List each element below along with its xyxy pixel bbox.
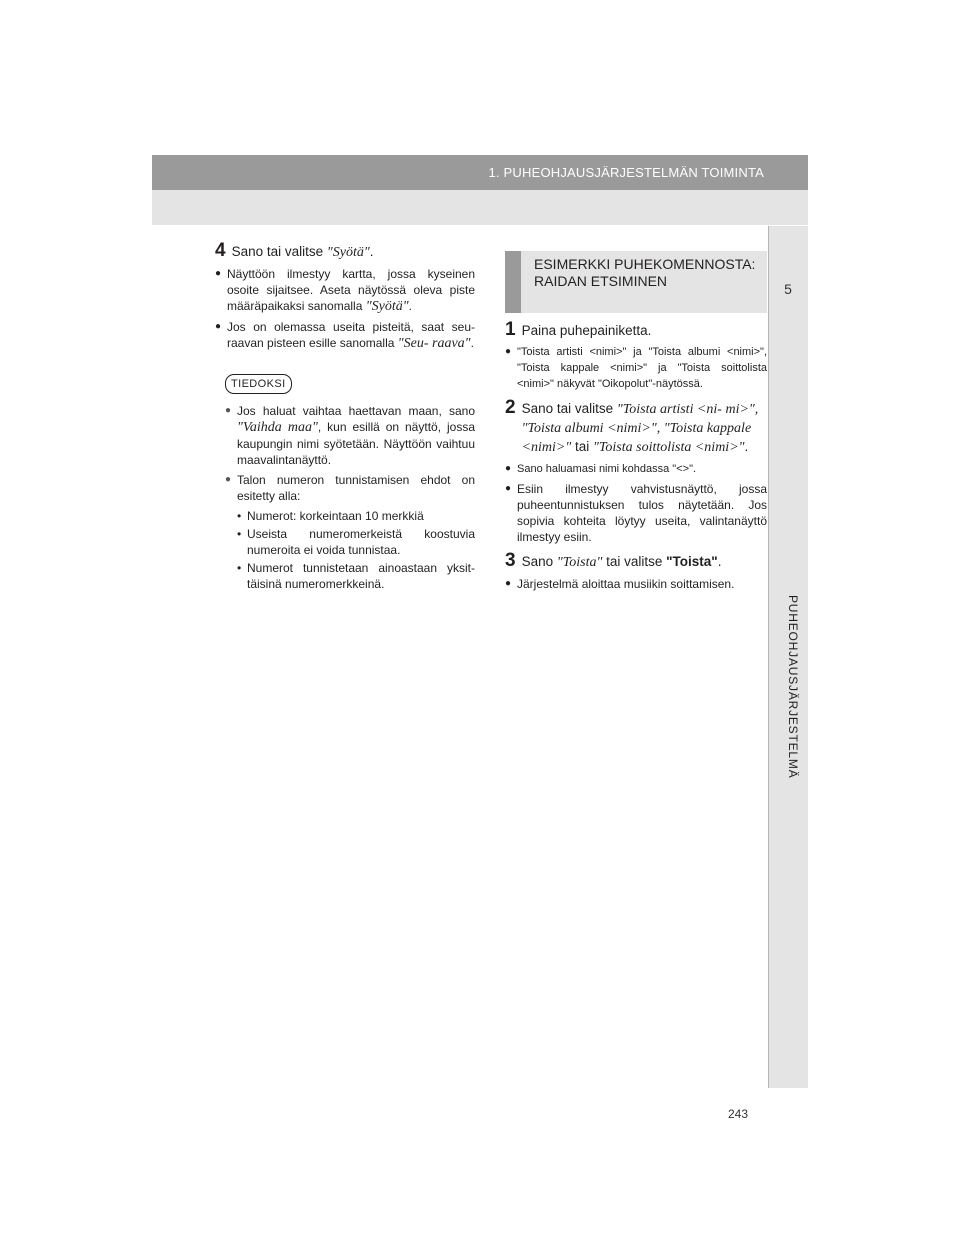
list-item: ● "Toista artisti <nimi>" ja "Toista albumi <nimi>", "Toista kappale <nimi>" ja "Toista soittolista <nimi>" näkyvät "Oikopolut"-näytössä. — [505, 346, 767, 390]
step-2: 2 Sano tai valitse "Toista artisti <ni- mi>", "Toista albumi <nimi>", "Toista kappale <nimi>" tai "Toista soittolista <nimi>". — [505, 397, 759, 455]
screen-button-label: "Toista" — [666, 554, 718, 569]
bullet-icon: ● — [505, 463, 512, 474]
bullet-icon: ● — [225, 474, 232, 485]
heading-accent-bar — [505, 251, 521, 313]
sub-item: • Numerot: korkeintaan 10 merkkiä — [237, 509, 424, 523]
example-heading: ESIMERKKI PUHEKOMENNOSTA: RAIDAN ETSIMINEN — [534, 256, 756, 289]
step-number: 3 — [505, 550, 516, 571]
step-1: 1 Paina puhepainiketta. — [505, 319, 652, 340]
right-column — [505, 319, 767, 596]
bullet-icon: ● — [215, 321, 222, 332]
bullet-icon: ● — [215, 268, 222, 279]
note-tag: TIEDOKSI — [225, 374, 292, 394]
left-column — [215, 240, 475, 594]
header-subbar — [152, 190, 808, 225]
example-heading-box — [505, 251, 767, 313]
voice-command: "Toista artisti <ni- mi>", "Toista albumi <nimi>", "Toista kappale <nimi>" — [521, 402, 759, 455]
list-item: ● Talon numeron tunnistamisen ehdot on esitetty alla: — [225, 473, 475, 503]
list-item: ● Jos on olemassa useita pisteitä, saat seu- raavan pisteen esille sanomalla "Seu- raava". — [215, 320, 475, 351]
voice-command: "Vaihda maa" — [237, 420, 318, 435]
page-number: 243 — [728, 1107, 749, 1121]
list-item: ● Järjestelmä aloittaa musiikin soittamisen. — [505, 577, 735, 591]
note-block — [215, 403, 475, 592]
list-item: ● Jos haluat vaihtaa haettavan maan, sano "Vaihda maa", kun esillä on näyttö, jossa kaupungin nimi syötetään. Näyttöön vaihtuu maavalintanäyttö. — [225, 404, 475, 467]
header-bar — [152, 155, 808, 190]
sub-item: • Useista numeromerkeistä koostuvia numeroita ei voida tunnistaa. — [237, 527, 475, 557]
chapter-number: 5 — [784, 281, 792, 297]
bullet-icon: ● — [225, 405, 232, 416]
list-item: ● Esiin ilmestyy vahvistusnäyttö, jossa puheentunnistuksen tulos näytetään. Jos sopivia kohteita löytyy useita, valintanäyttö ilmestyy esiin. — [505, 482, 767, 544]
list-item: ● Näyttöön ilmestyy kartta, jossa kyseinen osoite sijaitsee. Aseta näytössä oleva piste määräpaikaksi sanomalla "Syötä". — [215, 267, 475, 314]
step-3: 3 Sano "Toista" tai valitse "Toista". — [505, 550, 722, 571]
step-number: 4 — [215, 240, 226, 261]
section-title: 1. PUHEOHJAUSJÄRJESTELMÄN TOIMINTA — [488, 165, 764, 180]
side-divider — [768, 226, 769, 1088]
voice-command: "Toista" — [556, 555, 603, 570]
voice-command: "Syötä" — [365, 299, 409, 314]
step-number: 2 — [505, 397, 516, 418]
bullet-icon: ● — [505, 483, 512, 494]
sub-item: • Numerot tunnistetaan ainoastaan yksit- täisinä numeromerkkeinä. — [237, 561, 475, 591]
voice-command: "Seu- raava" — [397, 336, 471, 351]
list-item: ● Sano haluamasi nimi kohdassa "<>". — [505, 463, 697, 475]
voice-command: "Toista soittolista <nimi>" — [593, 440, 745, 455]
bullet-icon: ● — [505, 346, 512, 357]
chapter-title: PUHEOHJAUSJÄRJESTELMÄ — [786, 595, 800, 779]
step-number: 1 — [505, 319, 516, 340]
step-4: 4 Sano tai valitse "Syötä". — [215, 240, 374, 261]
bullet-icon: ● — [505, 578, 512, 589]
voice-command: "Syötä" — [326, 245, 370, 260]
